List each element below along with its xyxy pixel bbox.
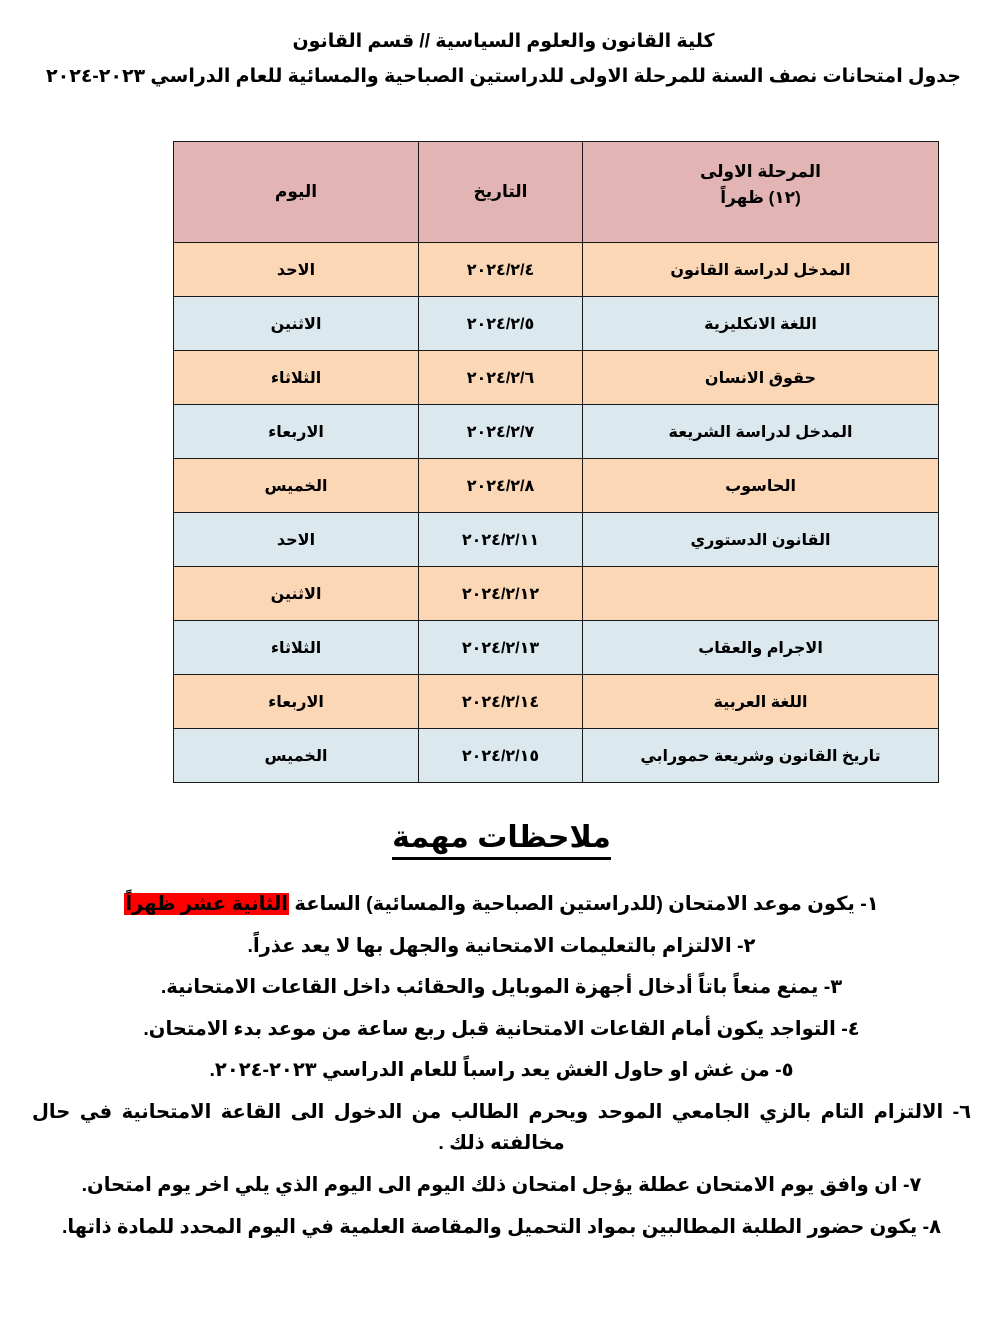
- table-row: [174, 513, 939, 567]
- exam-schedule-table: [173, 141, 939, 783]
- cell-subject: اللغة العربية: [583, 675, 939, 729]
- table-row: [174, 405, 939, 459]
- cell-day: الخميس: [174, 729, 419, 783]
- cell-day: الاحد: [174, 513, 419, 567]
- table-row: [174, 351, 939, 405]
- note-item-4: ٤- التواجد يكون أمام القاعات الامتحانية قبل ربع ساعة من موعد بدء الامتحان.: [143, 1017, 860, 1040]
- notes-title-text: ملاحظات مهمة: [392, 821, 611, 860]
- note-item-8: ٨- يكون حضور الطلبة المطالبين بمواد التحميل والمقاصة العلمية في اليوم المحدد للمادة ذاتها.: [61, 1215, 942, 1238]
- cell-day: الاربعاء: [174, 675, 419, 729]
- note-item-1: [10, 889, 993, 921]
- document-header: [0, 0, 1007, 91]
- table-header-row: [174, 142, 939, 243]
- cell-date: ٢٠٢٤/٢/١٥: [419, 729, 583, 783]
- cell-subject: حقوق الانسان: [583, 351, 939, 405]
- important-notes-section: [0, 820, 1007, 1253]
- cell-date: ٢٠٢٤/٢/٥: [419, 297, 583, 351]
- cell-date: ٢٠٢٤/٢/٦: [419, 351, 583, 405]
- table-row: [174, 675, 939, 729]
- cell-subject: القانون الدستوري: [583, 513, 939, 567]
- cell-day: الثلاثاء: [174, 621, 419, 675]
- cell-subject: [583, 567, 939, 621]
- table-row: [174, 729, 939, 783]
- cell-date: ٢٠٢٤/٢/٧: [419, 405, 583, 459]
- column-header-day: اليوم: [174, 142, 419, 243]
- header-line-faculty: كلية القانون والعلوم السياسية // قسم القانون: [292, 31, 715, 52]
- note-1-highlighted-time: الثانية عشر ظهراً: [125, 893, 288, 915]
- note-item-5: ٥- من غش او حاول الغش يعد راسباً للعام الدراسي ٢٠٢٣-٢٠٢٤.: [209, 1059, 794, 1082]
- cell-day: الاثنين: [174, 567, 419, 621]
- header-line-schedule-title: جدول امتحانات نصف السنة للمرحلة الاولى للدراستين الصباحية والمسائية للعام الدراسي ٢٠٢٣-٢٠٢٤: [46, 65, 961, 87]
- cell-day: الاربعاء: [174, 405, 419, 459]
- note-item-7: ٧- ان وافق يوم الامتحان عطلة يؤجل امتحان ذلك اليوم الى اليوم الذي يلي اخر يوم امتحان.: [81, 1174, 922, 1197]
- note-item-3: ٣- يمنع منعاً باتاً أدخال أجهزة الموبايل والحقائب داخل القاعات الامتحانية.: [160, 976, 843, 999]
- exam-schedule-table-container: [174, 141, 939, 783]
- note-item-2: ٢- الالتزام بالتعليمات الامتحانية والجهل بها لا يعد عذراً.: [247, 934, 756, 957]
- table-row: [174, 297, 939, 351]
- cell-date: ٢٠٢٤/٢/٤: [419, 243, 583, 297]
- cell-day: الاثنين: [174, 297, 419, 351]
- cell-day: الثلاثاء: [174, 351, 419, 405]
- table-row: [174, 621, 939, 675]
- cell-date: ٢٠٢٤/٢/١٤: [419, 675, 583, 729]
- cell-date: ٢٠٢٤/٢/١٣: [419, 621, 583, 675]
- column-header-subject-line2: (١٢) ظهراً: [720, 188, 801, 207]
- table-row: [174, 459, 939, 513]
- note-1-text-before-highlight: ١- يكون موعد الامتحان (للدراستين الصباحية والمسائية) الساعة: [288, 893, 879, 915]
- cell-subject: المدخل لدراسة القانون: [583, 243, 939, 297]
- column-header-date: التاريخ: [419, 142, 583, 243]
- cell-day: الاحد: [174, 243, 419, 297]
- note-item-6: ٦- الالتزام التام بالزي الجامعي الموحد ويحرم الطالب من الدخول الى القاعة الامتحانية في حال مخالفته ذلك .: [32, 1100, 971, 1155]
- notes-list: [10, 889, 993, 1243]
- table-row: [174, 243, 939, 297]
- cell-subject: تاريخ القانون وشريعة حمورابي: [583, 729, 939, 783]
- cell-date: ٢٠٢٤/٢/١١: [419, 513, 583, 567]
- cell-day: الخميس: [174, 459, 419, 513]
- cell-date: ٢٠٢٤/٢/٨: [419, 459, 583, 513]
- table-row: [174, 567, 939, 621]
- cell-date: ٢٠٢٤/٢/١٢: [419, 567, 583, 621]
- notes-title: [10, 820, 993, 855]
- column-header-subject-line1: المرحلة الاولى: [699, 161, 822, 181]
- cell-subject: الاجرام والعقاب: [583, 621, 939, 675]
- cell-subject: المدخل لدراسة الشريعة: [583, 405, 939, 459]
- cell-subject: اللغة الانكليزية: [583, 297, 939, 351]
- column-header-subject: [583, 142, 939, 243]
- cell-subject: الحاسوب: [583, 459, 939, 513]
